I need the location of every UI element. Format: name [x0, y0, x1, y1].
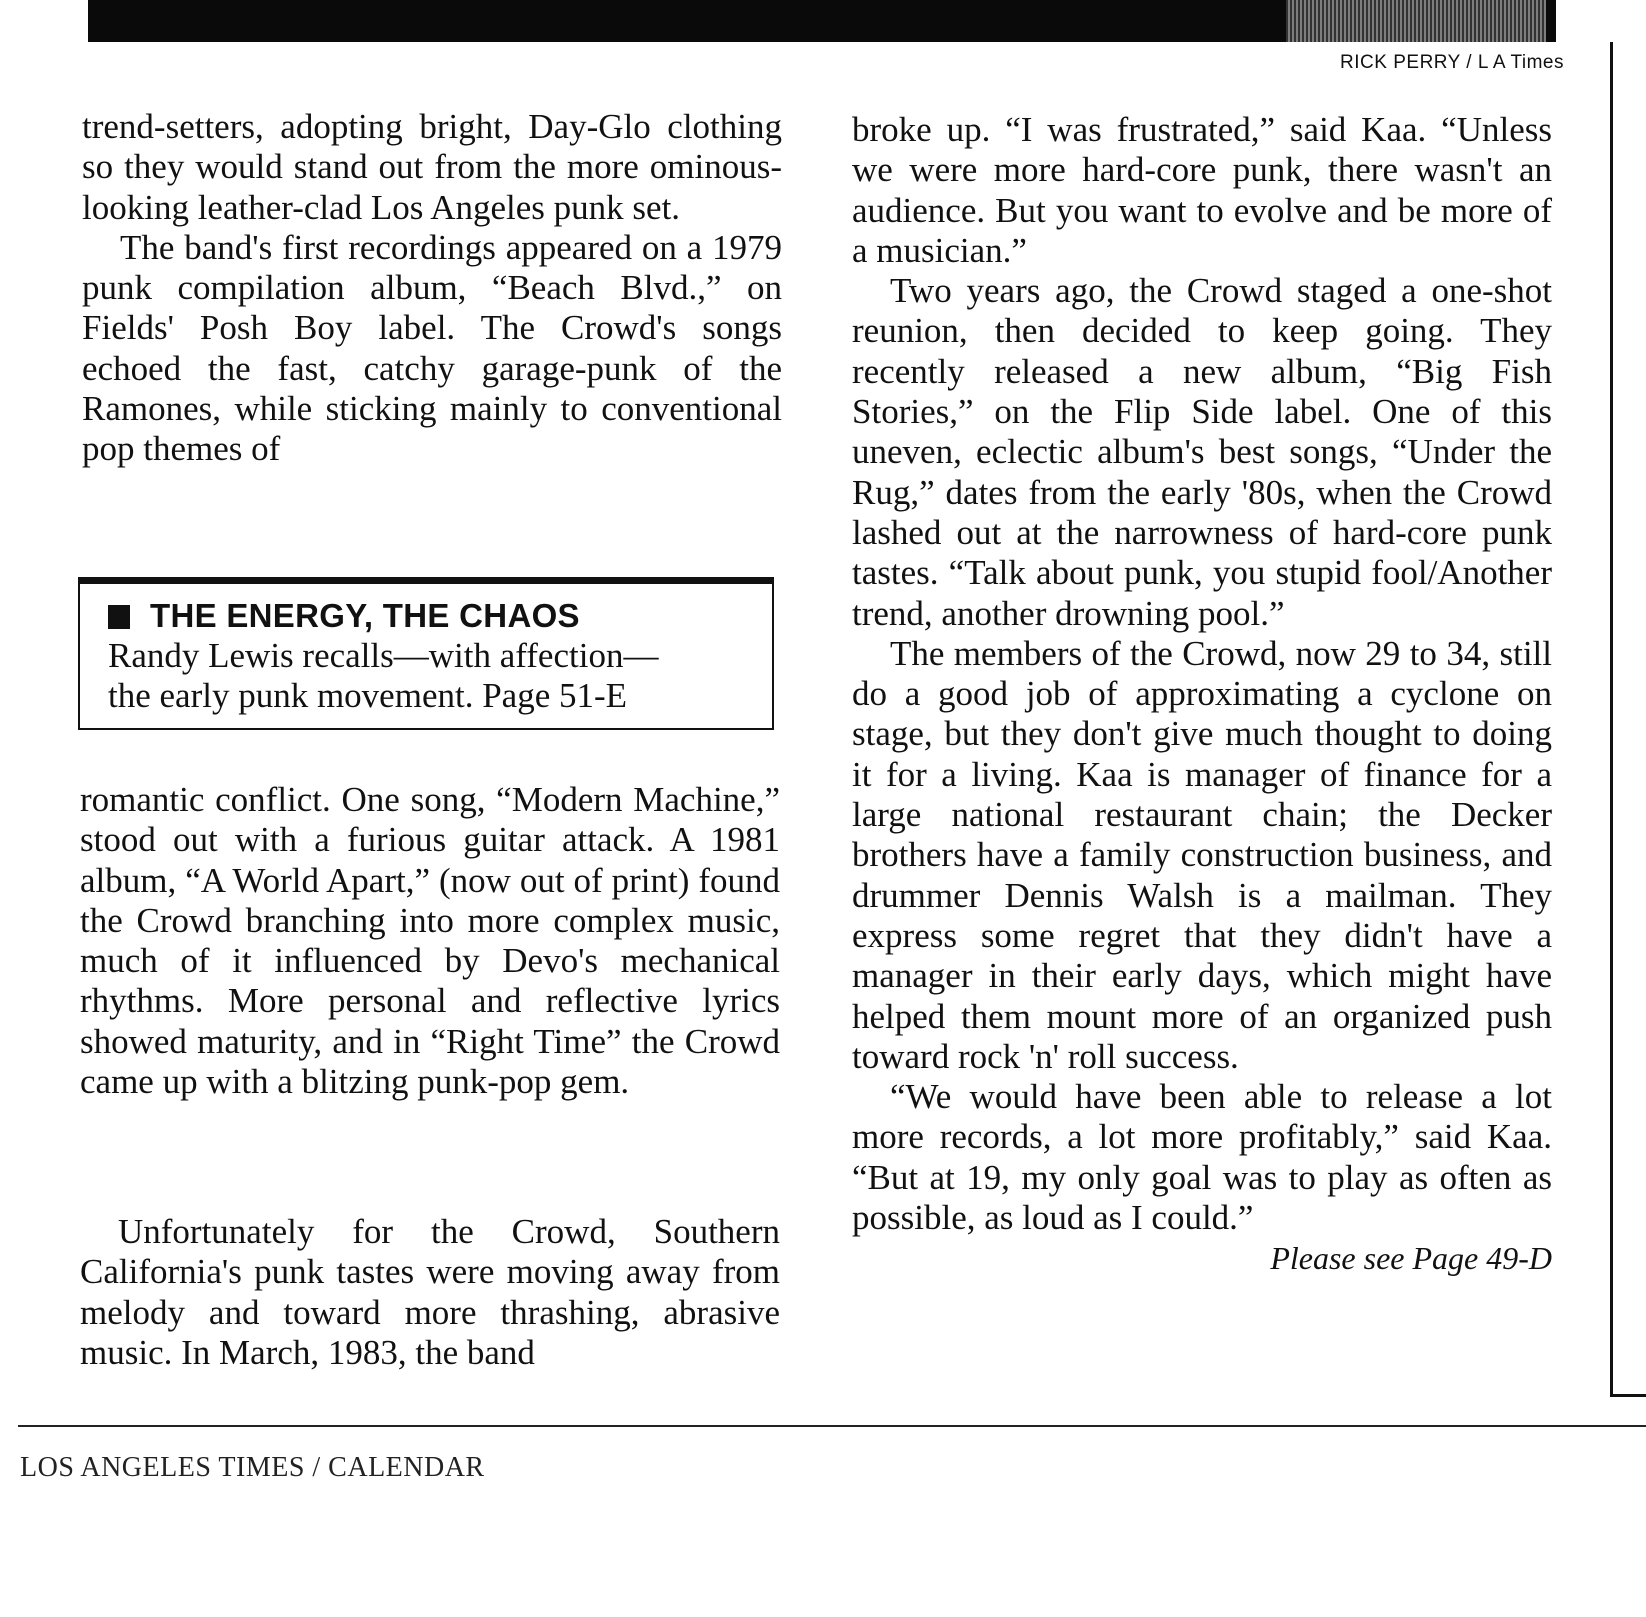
- column-rule: [1610, 42, 1613, 1396]
- photo-grain: [1286, 0, 1546, 42]
- left-column-top: [82, 107, 782, 470]
- paragraph: “We would have been able to release a lot more records, a lot more profitably,” said Kaa. “But at 19, my only goal was to play as often as possible, as loud as I could.”: [852, 1077, 1552, 1238]
- publication-footer: LOS ANGELES TIMES / CALENDAR: [20, 1452, 485, 1483]
- paragraph: The members of the Crowd, now 29 to 34, still do a good job of approximating a cyclone on stage, but they don't give much thought to doing it for a living. Kaa is manager of finance for a large national restaurant chain; the Decker brothers have a family construction business, and drummer Dennis Walsh is a mailman. They express some regret that they didn't have a manager in their early days, which might have helped them mount more of an organized push toward rock 'n' roll success.: [852, 633, 1552, 1076]
- teaser-line-2: the early punk movement. Page 51-E: [108, 676, 628, 715]
- teaser-heading: THE ENERGY, THE CHAOS: [108, 596, 748, 636]
- left-column-bottom: [80, 1212, 780, 1373]
- column-rule-foot: [1610, 1394, 1646, 1397]
- teaser-line-1: Randy Lewis recalls—with affection—: [108, 636, 659, 675]
- bottom-rule: [18, 1425, 1646, 1427]
- paragraph: Unfortunately for the Crowd, Southern California's punk tastes were moving away from melody and toward more thrashing, abrasive music. In March, 1983, the band: [80, 1212, 780, 1372]
- teaser-box: [78, 577, 774, 730]
- left-column-middle: [80, 780, 780, 1102]
- paragraph: trend-setters, adopting bright, Day-Glo clothing so they would stand out from the more ominous-looking leather-clad Los Angeles punk set.: [82, 107, 782, 227]
- paragraph: Two years ago, the Crowd staged a one-shot reunion, then decided to keep going. They recently released a new album, “Big Fish Stories,” on the Flip Side label. One of this uneven, eclectic album's best songs, “Under the Rug,” dates from the early '80s, when the Crowd lashed out at the narrowness of hard-core punk tastes. “Talk about punk, you stupid fool/Another trend, another drowning pool.”: [852, 271, 1552, 633]
- square-bullet-icon: [108, 605, 130, 629]
- right-column: [852, 110, 1552, 1279]
- continuation-note: Please see Page 49-D: [1270, 1240, 1552, 1277]
- paragraph: The band's first recordings appeared on a 1979 punk compilation album, “Beach Blvd.,” on Fields' Posh Boy label. The Crowd's songs echoed the fast, catchy garage-punk of the Ramones, while sticking mainly to conventional pop themes of: [82, 227, 782, 469]
- photo-strip: [88, 0, 1556, 42]
- paragraph: romantic conflict. One song, “Modern Machine,” stood out with a furious guitar attack. A 1981 album, “A World Apart,” (now out of print) found the Crowd branching into more complex music, much of it influenced by Devo's mechanical rhythms. More personal and reflective lyrics showed maturity, and in “Right Time” the Crowd came up with a blitzing punk-pop gem.: [80, 780, 780, 1102]
- paragraph: broke up. “I was frustrated,” said Kaa. “Unless we were more hard-core punk, there wasn't an audience. But you want to evolve and be more of a musician.”: [852, 110, 1552, 270]
- photo-credit: RICK PERRY / L A Times: [1340, 52, 1564, 73]
